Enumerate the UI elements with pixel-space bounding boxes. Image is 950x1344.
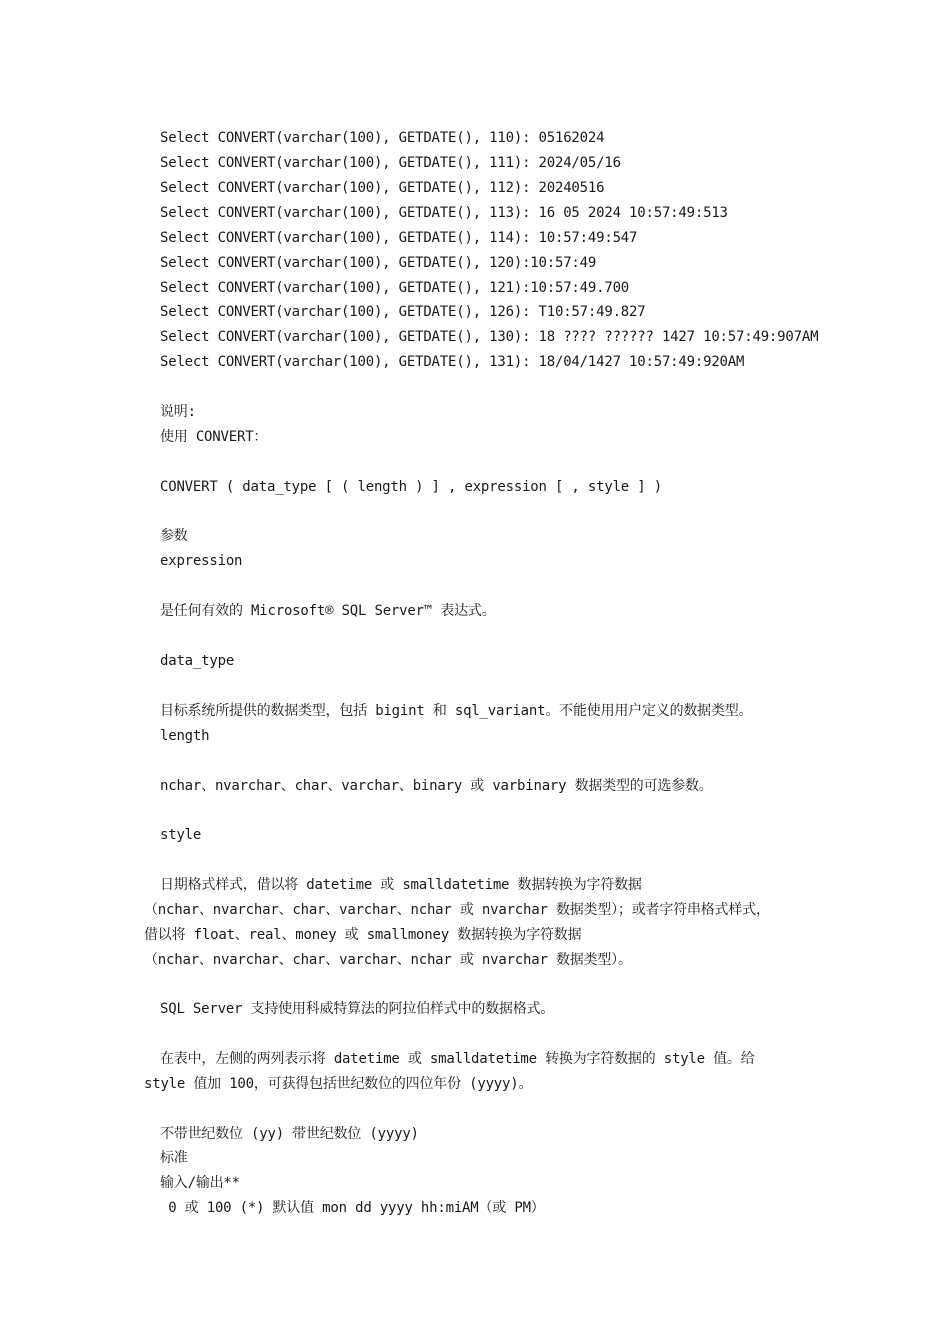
code-line-131: Select CONVERT(varchar(100), GETDATE(), 131): 18/04/1427 10:57:49:920AM [160,354,745,370]
explanation-heading: 说明: [160,404,196,420]
code-line-120: Select CONVERT(varchar(100), GETDATE(), 120):10:57:49 [160,255,597,271]
code-line-110: Select CONVERT(varchar(100), GETDATE(), 110): 05162024 [160,130,605,146]
table-row-0: 0 或 100 (*) 默认值 mon dd yyyy hh:miAM（或 PM） [160,1200,545,1216]
param-expression-desc: 是任何有效的 Microsoft® SQL Server™ 表达式。 [160,603,496,619]
code-line-126: Select CONVERT(varchar(100), GETDATE(), 126): T10:57:49.827 [160,304,646,320]
param-style-desc-1: 日期格式样式，借以将 datetime 或 smalldatetime 数据转换为字符数据 [160,877,642,893]
kuwaiti-note: SQL Server 支持使用科威特算法的阿拉伯样式中的数据格式。 [160,1001,555,1017]
param-style-desc-2: （nchar、nvarchar、char、varchar、nchar 或 nvarchar 数据类型）；或者字符串格式样式， [144,902,770,918]
param-style-name: style [160,827,202,843]
code-line-121: Select CONVERT(varchar(100), GETDATE(), 121):10:57:49.700 [160,280,630,296]
param-data-type-desc: 目标系统所提供的数据类型，包括 bigint 和 sql_variant。不能使用用户定义的数据类型。 [160,703,753,719]
code-line-114: Select CONVERT(varchar(100), GETDATE(), 114): 10:57:49:547 [160,230,638,246]
code-line-130: Select CONVERT(varchar(100), GETDATE(), 130): 18 ???? ?????? 1427 10:57:49:907AM [160,329,819,345]
param-data-type-name: data_type [160,653,235,669]
table-io-header: 输入/输出** [160,1175,240,1191]
param-length-desc: nchar、nvarchar、char、varchar、binary 或 varbinary 数据类型的可选参数。 [160,778,713,794]
param-expression-name: expression [160,553,243,569]
table-standard-header: 标准 [160,1150,188,1166]
params-heading: 参数 [160,528,188,544]
table-col-headers: 不带世纪数位 (yy) 带世纪数位 (yyyy) [160,1126,419,1142]
code-line-113: Select CONVERT(varchar(100), GETDATE(), 113): 16 05 2024 10:57:49:513 [160,205,728,221]
code-line-111: Select CONVERT(varchar(100), GETDATE(), 111): 2024/05/16 [160,155,621,171]
convert-syntax: CONVERT ( data_type [ ( length ) ] , expression [ , style ] ) [160,479,662,495]
param-length-name: length [160,728,210,744]
table-note-1: 在表中，左侧的两列表示将 datetime 或 smalldatetime 转换为字符数据的 style 值。给 [160,1051,755,1067]
table-note-2: style 值加 100，可获得包括世纪数位的四位年份 (yyyy)。 [144,1076,533,1092]
param-style-desc-3: 借以将 float、real、money 或 smallmoney 数据转换为字符数据 [144,927,582,943]
use-convert-text: 使用 CONVERT： [160,429,268,445]
code-line-112: Select CONVERT(varchar(100), GETDATE(), 112): 20240516 [160,180,605,196]
param-style-desc-4: （nchar、nvarchar、char、varchar、nchar 或 nvarchar 数据类型）。 [144,952,632,968]
